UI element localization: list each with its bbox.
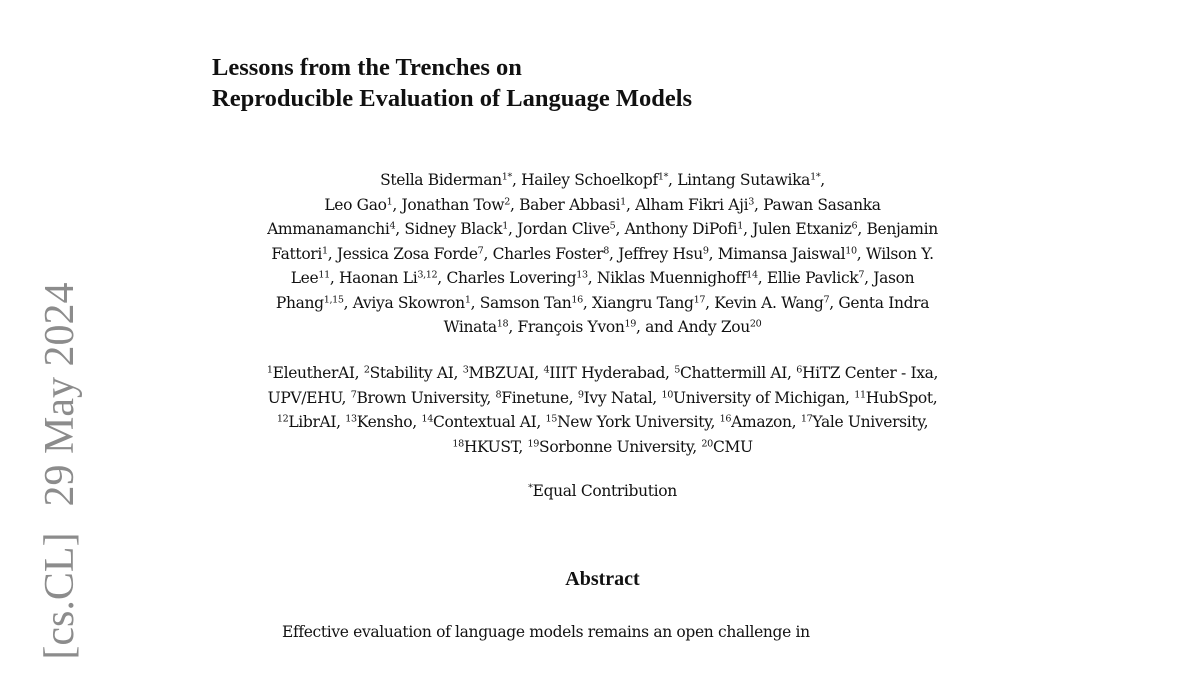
arxiv-sidebar-stamp <box>35 261 85 681</box>
equal-contribution-note <box>205 482 1000 500</box>
author-line: Fattori$^1$, Jessica Zosa Forde$^7$, Charles Foster$^8$, Jeffrey Hsu$^9$, Mimansa Jaiswal$^{10}$, Wilson Y. <box>271 244 934 263</box>
author-line: Phang$^{1,15}$, Aviya Skowron$^1$, Samson Tan$^{16}$, Xiangru Tang$^{17}$, Kevin A. Wang$^7$, Genta Indra <box>275 293 930 312</box>
affiliation-line: $^{18}$HKUST, $^{19}$Sorbonne University, $^{20}$CMU <box>452 437 753 456</box>
affiliation-line: UPV/EHU, $^7$Brown University, $^8$Finetune, $^9$Ivy Natal, $^{10}$University of Michigan, $^{11}$HubSpot, <box>267 388 938 407</box>
arxiv-date: 29 May 2024 <box>37 282 83 507</box>
author-line: Stella Biderman$^{1*}$, Hailey Schoelkopf$^{1*}$, Lintang Sutawika$^{1*}$, <box>380 171 825 189</box>
author-line: Ammanamanchi$^4$, Sidney Black$^1$, Jordan Clive$^5$, Anthony DiPofi$^1$, Julen Etxaniz$^6$, Benjamin <box>267 220 938 238</box>
abstract-text: Effective evaluation of language models remains an open challenge in <box>282 623 810 641</box>
author-line: Lee$^{11}$, Haonan Li$^{3,12}$, Charles Lovering$^{13}$, Niklas Muennighoff$^{14}$, Ellie Pavlick$^7$, Jason <box>290 269 915 287</box>
equal-contribution-mark: * <box>528 482 533 494</box>
affiliation-line: $^{12}$LibrAI, $^{13}$Kensho, $^{14}$Contextual AI, $^{15}$New York University, $^{16}$Amazon, $^{17}$Yale University, <box>276 413 929 431</box>
arxiv-category: [cs.CL] <box>37 532 83 660</box>
abstract-heading: Abstract <box>565 568 640 590</box>
equal-contribution-text: Equal Contribution <box>532 482 677 500</box>
affiliation-list <box>205 361 1000 459</box>
title-line-1: Lessons from the Trenches on <box>212 54 522 81</box>
author-line: Winata$^{18}$, François Yvon$^{19}$, and Andy Zou$^{20}$ <box>443 318 762 336</box>
title-line-2: Reproducible Evaluation of Language Models <box>212 85 693 112</box>
author-line: Leo Gao$^1$, Jonathan Tow$^2$, Baber Abbasi$^1$, Alham Fikri Aji$^3$, Pawan Sasanka <box>324 195 881 214</box>
paper-title <box>212 52 1012 114</box>
affiliation-line: $^1$EleutherAI, $^2$Stability AI, $^3$MBZUAI, $^4$IIIT Hyderabad, $^5$Chattermill AI, $^6$HiTZ Center - Ixa, <box>266 364 939 382</box>
author-list <box>205 168 1000 340</box>
